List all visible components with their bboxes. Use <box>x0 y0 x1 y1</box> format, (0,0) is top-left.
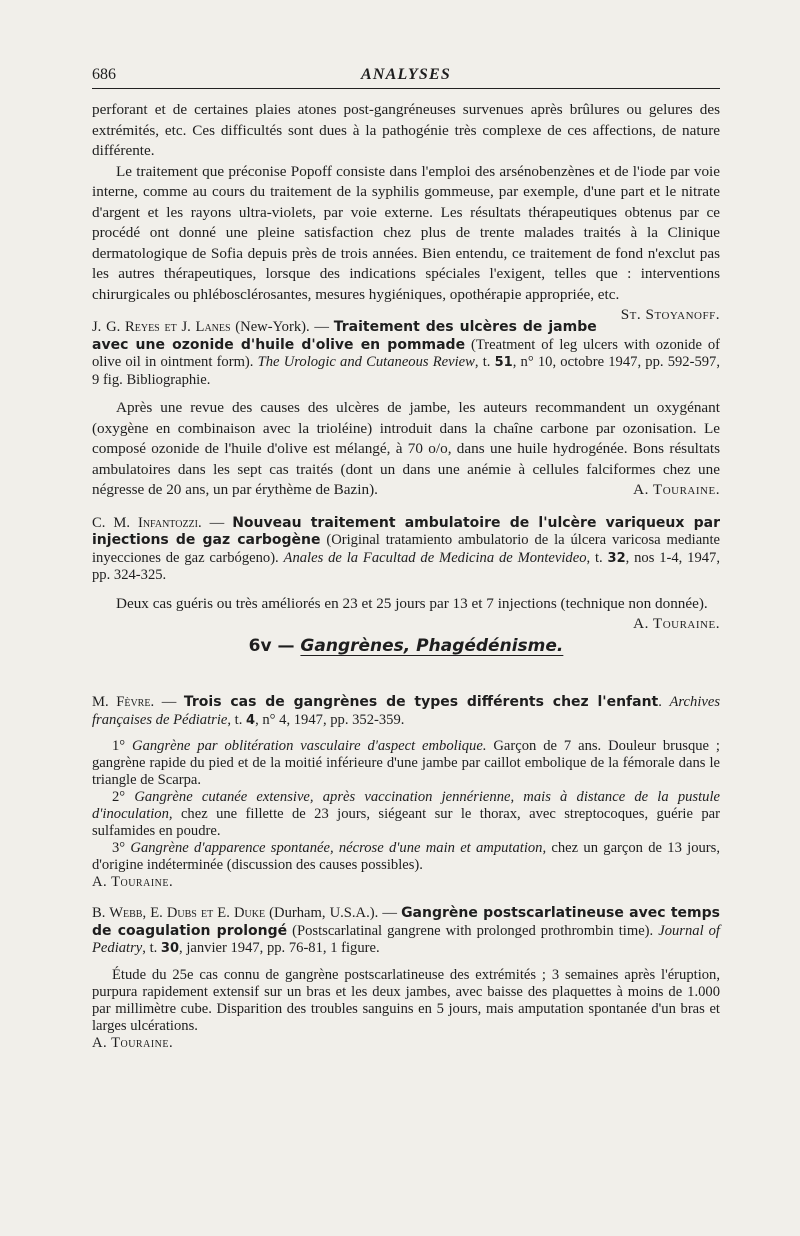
page-number: 686 <box>92 66 116 83</box>
journal-name: Anales de la Facultad de Medicina de Montevideo <box>283 549 587 566</box>
abstract-title: Traitement des ulcères de jambe avec une ozonide d'huile d'olive en pommade <box>92 319 597 353</box>
signature: St. Stoyanoff. <box>620 306 720 323</box>
case-3: 3° Gangrène d'apparence spontanée, nécrose d'une main et amputation, chez un garçon de 13 jours, d'origine indéterminée (discussion des causes possibles). <box>92 840 720 873</box>
case-1: 1° Gangrène par oblitération vasculaire d'aspect embolique. Garçon de 7 ans. Douleur brusque ; gangrène rapide du pied et de la moitié inférieure d'une jambe par caillot embolique de la fémorale dans le triangle de Scarpa. <box>92 738 720 788</box>
journal-name: Archives françaises de Pédiatrie <box>92 694 721 728</box>
case-2: 2° Gangrène cutanée extensive, après vaccination jennérienne, mais à distance de la pustule d'inoculation, chez une fillette de 23 jours, siégeant sur le thorax, avec streptocoques, guérie par sulfamides en poudre. <box>92 789 720 839</box>
page-header <box>92 66 720 89</box>
abstract-title: Trois cas de gangrènes de types différents chez l'enfant <box>183 694 659 710</box>
signature: A. Touraine. <box>633 481 720 498</box>
abstract-4-reference: B. Webb, E. Dubs et E. Duke (Durham, U.S.A.). — Gangrène postscarlatineuse avec temps de coagulation prolongé (Postscarlatinal gangrene with prolonged prothrombin time). Journal of Pediatry, t. 30, janvier 1947, pp. 76-81, 1 figure. <box>92 905 720 956</box>
abstract-2-reference: C. M. Infantozzi. — Nouveau traitement ambulatoire de l'ulcère variqueux par injections de gaz carbogène (Original tratamiento ambulatorio de la úlcera varicosa mediante inyecciones de gaz carbógeno). Anales de la Facultad de Medicina de Montevideo, t. 32, nos 1-4, 1947, pp. 324-325. <box>92 514 721 583</box>
abstract-authors: J. G. Reyes et J. Lanes <box>92 319 231 335</box>
journal-name: The Urologic and Cutaneous Review <box>257 354 475 370</box>
abstract-3-reference: M. Fèvre. — Trois cas de gangrènes de types différents chez l'enfant. Archives françaises de Pédiatrie, t. 4, n° 4, 1947, pp. 352-359. <box>92 694 721 728</box>
abstract-1-body: Après une revue des causes des ulcères de jambe, les auteurs recommandent un oxygénant (oxygène en combinaison avec la trioléine) introduit dans la chaîne carbone par ozonisation. Le composé ozonide de l'huile d'olive est mélangé, à 70 o/o, dans une huile hydrogénée. Bons résultats ambulatoires dans les sept cas traités (dont un dans une anémie à cellules falciformes chez une négresse de 20 ans, un par érythème de Bazin). A. Touraine. <box>92 398 720 501</box>
abstract-title: Gangrène postscarlatineuse avec temps de coagulation prolongé <box>92 905 720 939</box>
abstract-title: Nouveau traitement ambulatoire de l'ulcère variqueux par injections de gaz carbogène <box>92 514 720 548</box>
abstract-4-body: Étude du 25e cas connu de gangrène postscarlatineuse des extrémités ; 3 semaines après l'éruption, purpura rapidement extensif sur un bras et les deux jambes, avec baisse des plaquettes à moins de 1.000 par millimètre cube. Disparition des troubles sanguins en 5 jours, mais amputation spontanée d'un bras et larges ulcérations. <box>92 966 720 1034</box>
page-content <box>92 100 720 1052</box>
running-head: ANALYSES <box>361 66 451 83</box>
abstract-authors: B. Webb, E. Dubs et E. Duke <box>92 905 266 921</box>
abstract-authors: M. Fèvre <box>92 694 151 710</box>
abstract-2-body: Deux cas guéris ou très améliorés en 23 et 25 jours par 13 et 7 injections (technique non donnée). A. Touraine. <box>92 594 720 615</box>
section-title: Gangrènes, Phagédénisme. <box>300 636 564 656</box>
abstract-1-reference: J. G. Reyes et J. Lanes (New-York). — Traitement des ulcères de jambe avec une ozonide d'huile d'olive en pommade (Treatment of leg ulcers with ozonide of olive oil in ointment form). The Urologic and Cutaneous Review, t. 51, n° 10, octobre 1947, pp. 592-597, 9 fig. Bibliographie. <box>92 319 721 388</box>
abstract-authors: C. M. Infantozzi <box>92 514 198 531</box>
section-heading: 6v — Gangrènes, Phagédénisme. <box>248 636 564 656</box>
signature: A. Touraine. <box>633 615 720 632</box>
prev-paragraph-1: perforant et de certaines plaies atones post-gangréneuses survenues après brûlures ou gelures des extrémités, etc. Ces difficultés sont dues à la pathogénie très complexe de ces affections, de nature différente. <box>92 101 720 159</box>
prev-paragraph-2: Le traitement que préconise Popoff consiste dans l'emploi des arsénobenzènes et de l'iode par voie interne, comme au cours du traitement de la syphilis gommeuse, par exemple, d'une part et le nitrate d'argent et les rayons ultra-violets, par voie externe. Les résultats thérapeutiques obtenus par ce procédé ont donné une pleine satisfaction chez plus de trente malades traités à la Clinique dermatologique de Sofia depuis près de trois années. Bien entendu, ce traitement de fond n'exclut pas les autres thérapeutiques, lorsque des indications spéciales l'exigent, telles que : interventions chirurgicales ou phlébosclérosantes, mesures hygiéniques, opothérapie appropriée, etc. St. Stoyanoff. <box>92 162 720 306</box>
signature: A. Touraine. <box>92 874 174 890</box>
journal-name: Journal of Pediatry <box>92 922 720 956</box>
signature: A. Touraine. <box>92 1034 174 1051</box>
